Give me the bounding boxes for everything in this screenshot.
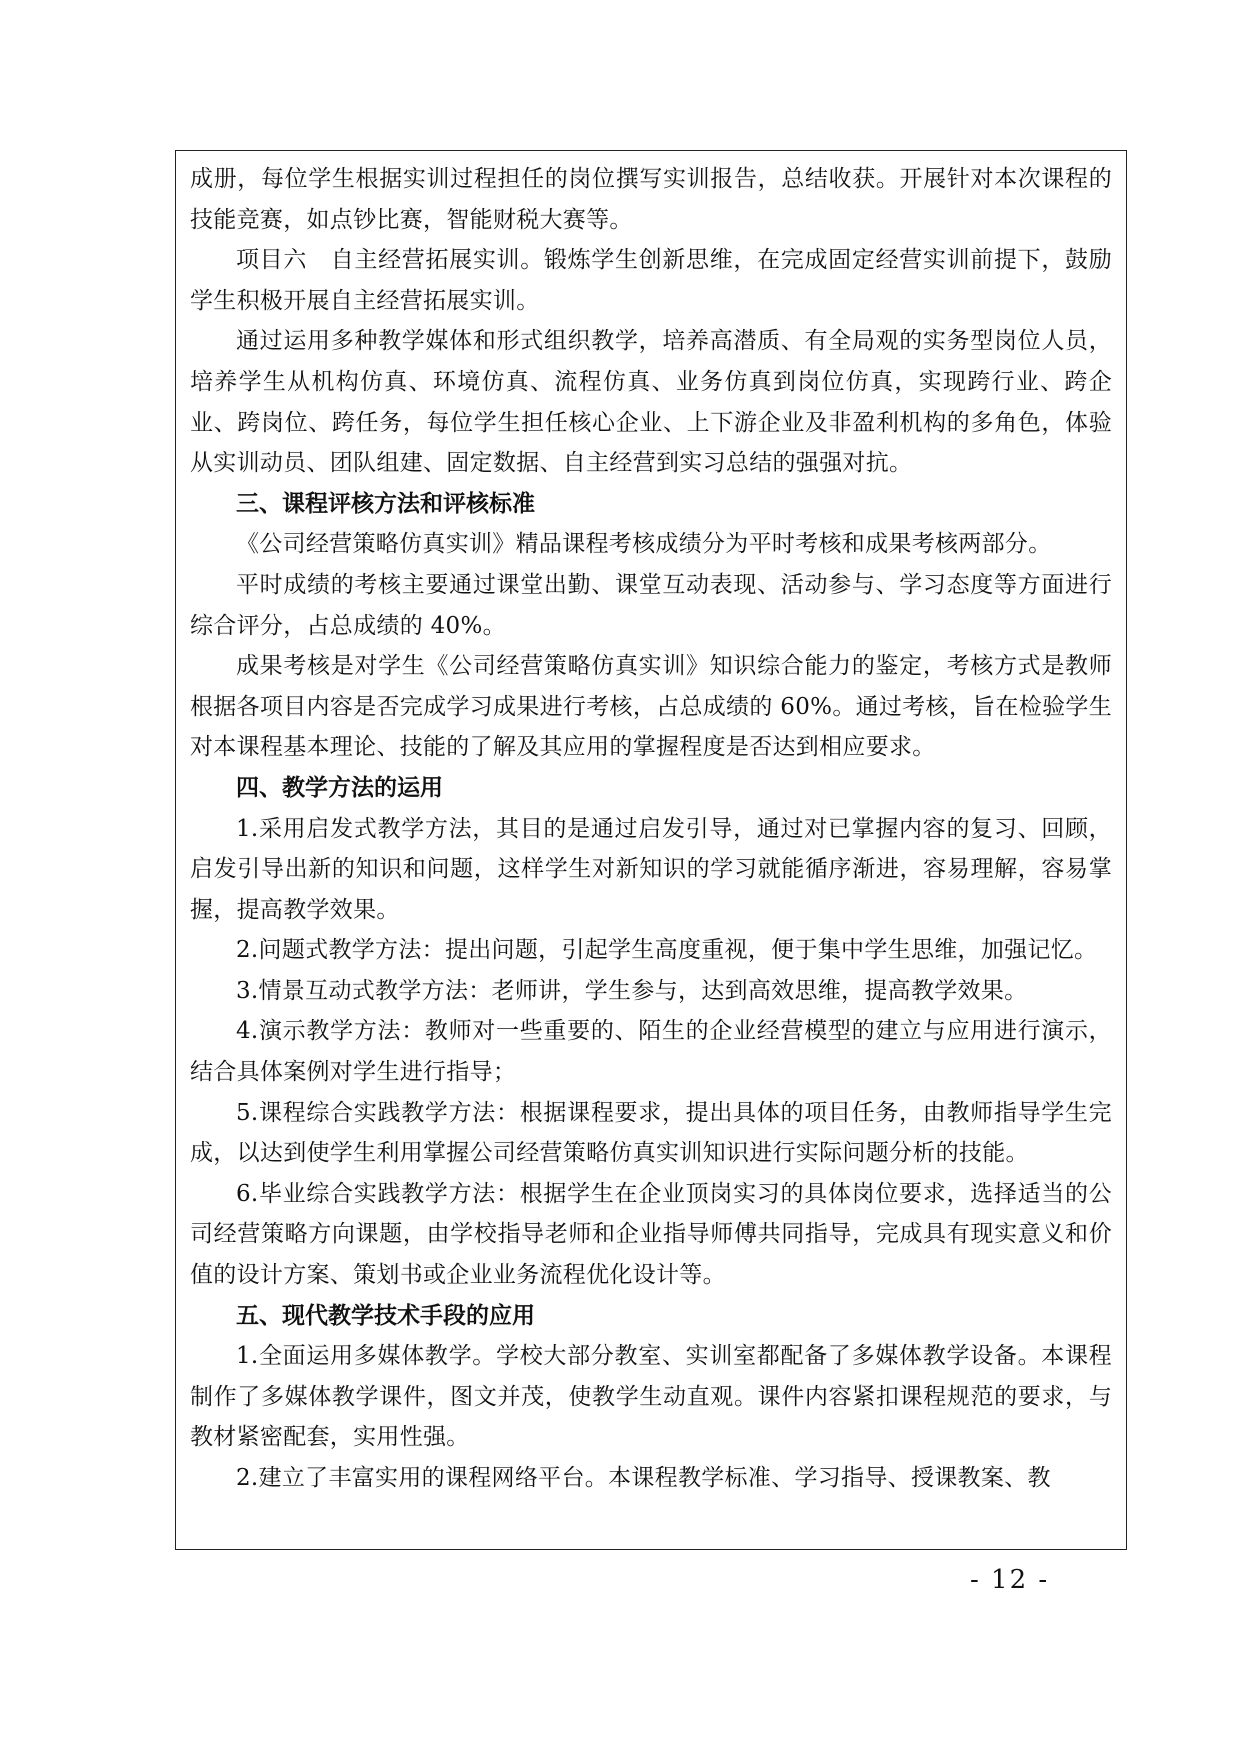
paragraph: 《公司经营策略仿真实训》精品课程考核成绩分为平时考核和成果考核两部分。 [236, 531, 1052, 558]
section-heading: 四、教学方法的运用 [236, 774, 443, 801]
paragraph: 项目六 自主经营拓展实训。锻炼学生创新思维，在完成固定经营实训前提下，鼓励学生积极开展自主经营拓展实训。 [190, 247, 1112, 314]
paragraph: 2.问题式教学方法：提出问题，引起学生高度重视，便于集中学生思维，加强记忆。 [236, 937, 1098, 964]
section-heading: 五、现代教学技术手段的应用 [236, 1302, 535, 1329]
paragraph: 成果考核是对学生《公司经营策略仿真实训》知识综合能力的鉴定，考核方式是教师根据各项目内容是否完成学习成果进行考核，占总成绩的 60%。通过考核，旨在检验学生对本课程基本理论、技能的了解及其应用的掌握程度是否达到相应要求。 [190, 653, 1112, 761]
paragraph: 成册，每位学生根据实训过程担任的岗位撰写实训报告，总结收获。开展针对本次课程的技能竞赛，如点钞比赛，智能财税大赛等。 [190, 166, 1112, 233]
paragraph: 2.建立了丰富实用的课程网络平台。本课程教学标准、学习指导、授课教案、教 [236, 1465, 1051, 1491]
page-number: - 12 - [970, 1565, 1050, 1595]
paragraph: 通过运用多种教学媒体和形式组织教学，培养高潜质、有全局观的实务型岗位人员，培养学生从机构仿真、环境仿真、流程仿真、业务仿真到岗位仿真，实现跨行业、跨企业、跨岗位、跨任务，每位学生担任核心企业、上下游企业及非盈利机构的多角色，体验从实训动员、团队组建、固定数据、自主经营到实习总结的强强对抗。 [190, 328, 1112, 477]
paragraph: 平时成绩的考核主要通过课堂出勤、课堂互动表现、活动参与、学习态度等方面进行综合评分，占总成绩的 40%。 [190, 571, 1112, 639]
paragraph: 1.采用启发式教学方法，其目的是通过启发引导，通过对已掌握内容的复习、回顾，启发引导出新的知识和问题，这样学生对新知识的学习就能循序渐进，容易理解，容易掌握，提高教学效果。 [190, 815, 1112, 923]
document-frame [175, 150, 1127, 1550]
paragraph: 5.课程综合实践教学方法：根据课程要求，提出具体的项目任务，由教师指导学生完成，以达到使学生利用掌握公司经营策略仿真实训知识进行实际问题分析的技能。 [190, 1099, 1112, 1167]
paragraph: 4.演示教学方法：教师对一些重要的、陌生的企业经营模型的建立与应用进行演示，结合具体案例对学生进行指导； [190, 1018, 1112, 1086]
paragraph: 3.情景互动式教学方法：老师讲，学生参与，达到高效思维，提高教学效果。 [236, 977, 1028, 1004]
section-heading: 三、课程评核方法和评核标准 [236, 490, 535, 517]
paragraph: 6.毕业综合实践教学方法：根据学生在企业顶岗实习的具体岗位要求，选择适当的公司经营策略方向课题，由学校指导老师和企业指导师傅共同指导，完成具有现实意义和价值的设计方案、策划书或企业业务流程优化设计等。 [190, 1180, 1112, 1289]
paragraph: 1.全面运用多媒体教学。学校大部分教室、实训室都配备了多媒体教学设备。本课程制作了多媒体教学课件，图文并茂，使教学生动直观。课件内容紧扣课程规范的要求，与教材紧密配套，实用性强。 [190, 1343, 1112, 1451]
